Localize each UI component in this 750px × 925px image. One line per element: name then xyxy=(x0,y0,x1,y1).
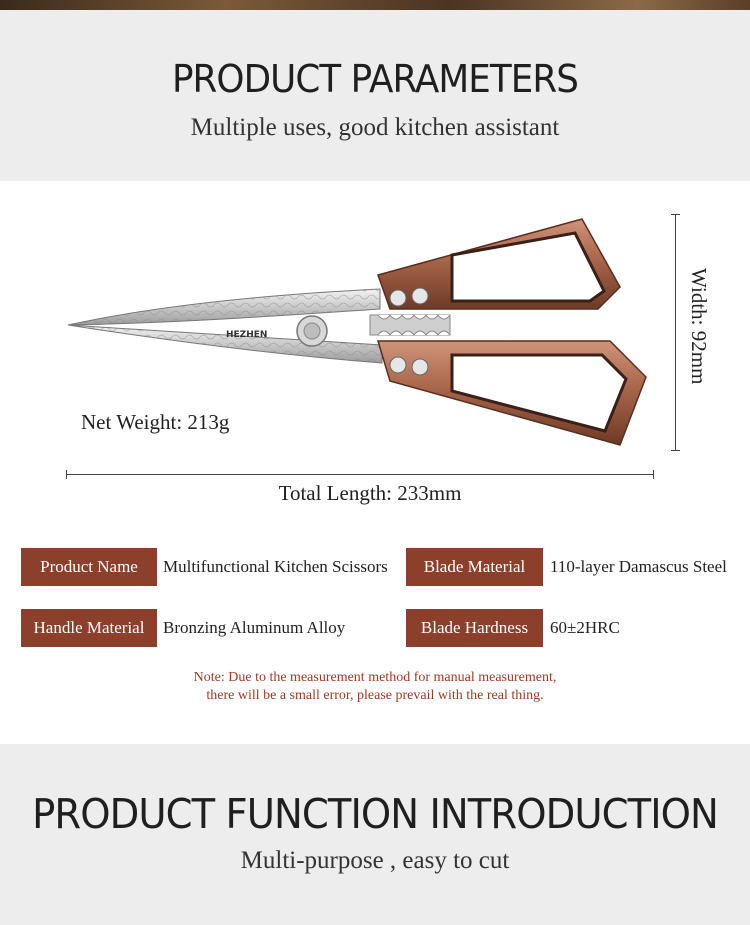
brand-mark: HEZHEN xyxy=(226,330,268,340)
function-subtitle: Multi-purpose , easy to cut xyxy=(240,847,510,874)
top-wood-strip xyxy=(0,0,750,10)
spec-label-handle-material: Handle Material xyxy=(21,609,157,647)
width-dimension-line xyxy=(675,214,676,451)
parameters-header xyxy=(0,10,750,181)
length-dimension-line xyxy=(66,474,654,475)
width-label: Width: 92mm xyxy=(687,268,711,385)
parameters-title: PRODUCT PARAMETERS xyxy=(171,57,579,101)
spec-label-blade-material: Blade Material xyxy=(406,548,543,586)
spec-value-blade-hardness: 60±2HRC xyxy=(550,618,620,637)
spec-value-handle-material: Bronzing Aluminum Alloy xyxy=(163,618,346,637)
net-weight-label: Net Weight: 213g xyxy=(81,410,230,434)
spec-value-blade-material: 110-layer Damascus Steel xyxy=(550,557,727,576)
parameters-subtitle: Multiple uses, good kitchen assistant xyxy=(190,114,560,141)
total-length-label: Total Length: 233mm xyxy=(278,481,462,505)
spec-value-product-name: Multifunctional Kitchen Scissors xyxy=(163,557,388,576)
function-title: PRODUCT FUNCTION INTRODUCTION xyxy=(32,790,718,838)
spec-label-blade-hardness: Blade Hardness xyxy=(406,609,543,647)
function-header xyxy=(0,744,750,925)
spec-label-product-name: Product Name xyxy=(21,548,157,586)
note-line-2: there will be a small error, please prevail with the real thing. xyxy=(206,688,544,703)
note-line-1: Note: Due to the measurement method for manual measurement, xyxy=(193,670,557,685)
